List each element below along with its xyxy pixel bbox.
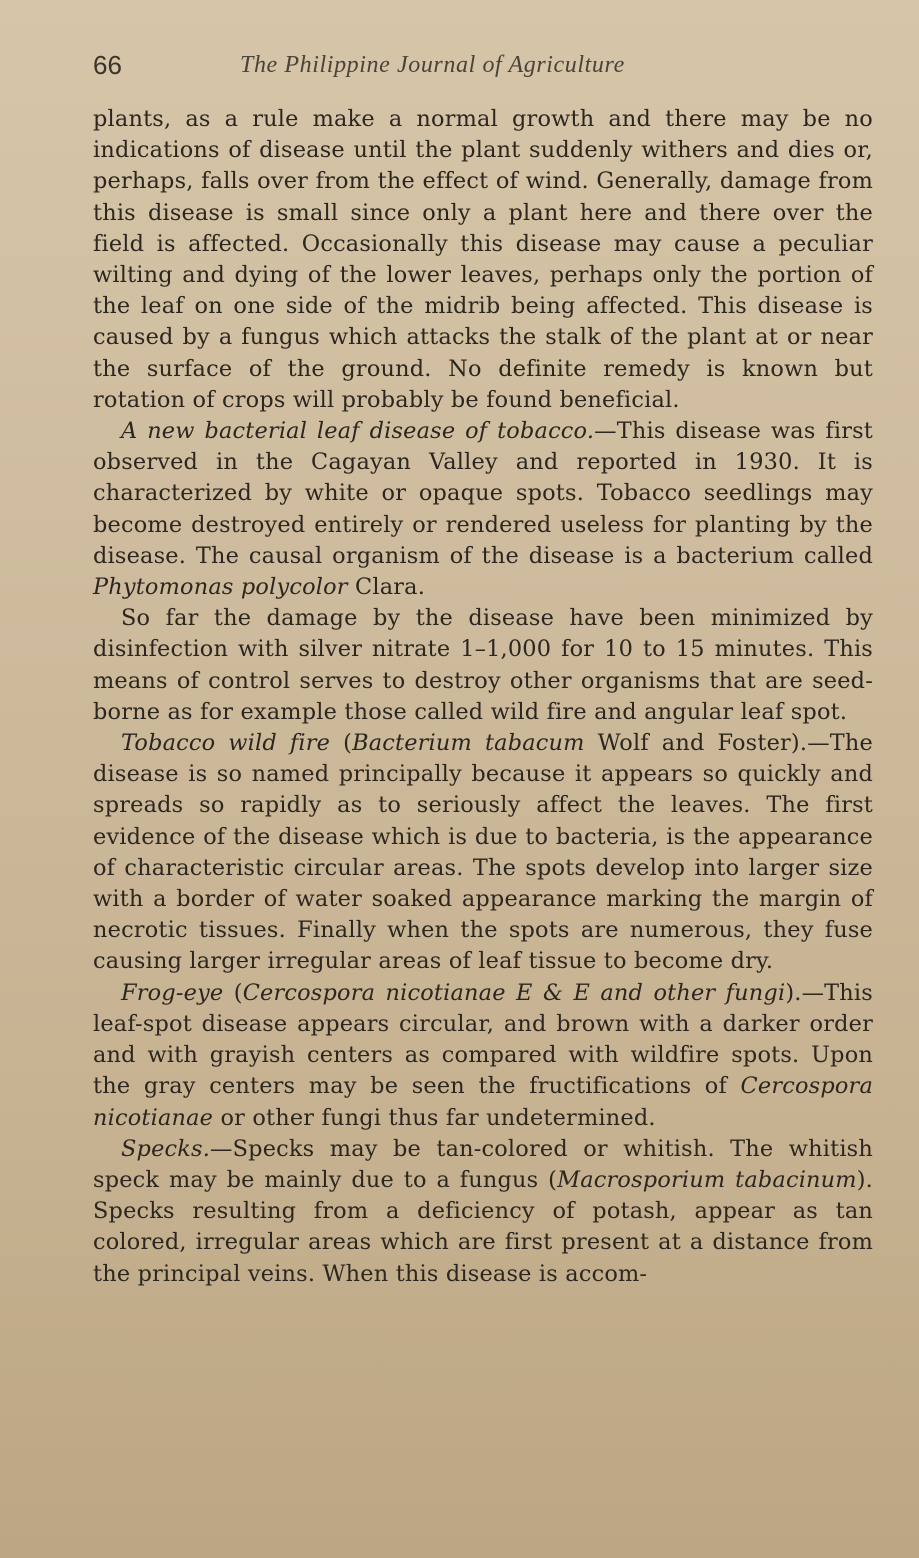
paragraph-text: —This leaf-spot disease appears circular, and brown with a darker order and with grayish centers as compared with wildfire spots. Upon the gray centers may be seen the fructifications of [93,979,873,1100]
body-text [93,104,873,1290]
scientific-name: Phytomonas polycolor [93,574,348,601]
paragraph-text: —The disease is so named principally because it appears so quickly and spreads so rapidly as to seriously affect the leaves. The first evidence of the disease which is due to bacteria, is the appearance of characteristic circular areas. The spots develop into larger size with a border of water soaked appearance marking the margin of necrotic tissues. Finally when the spots are numerous, they fuse causing larger irregular areas of leaf tissue to become dry. [93,730,873,975]
paren-close: ). [785,979,802,1006]
scientific-name: Cercospora nicotianae E & E and other fungi [242,979,786,1006]
scientific-name: Bacterium tabacum [352,730,585,757]
paragraph-frog-eye [93,978,873,1134]
scientific-name: Macrosporium tabacinum [557,1166,857,1193]
journal-page [93,50,873,1290]
paren-open: ( [330,730,353,757]
paren-open: ( [223,979,243,1006]
paragraph-text-after: Clara. [347,574,426,601]
authority: Wolf and Foster). [584,730,808,757]
page-number: 66 [93,50,122,80]
paragraph-disinfection [93,603,873,728]
section-heading: Specks. [121,1135,211,1162]
paragraph-text: —This disease was first observed in the Cagayan Valley and reported in 1930. It is characterized by white or opaque spots. Tobacco seedlings may become destroyed entirely or rendered useless for planting by the disease. The causal organism of the disease is a bacterium called [93,418,873,569]
paragraph-tobacco-wild-fire [93,728,873,978]
running-head-journal-title: The Philippine Journal of Agriculture [240,52,625,78]
scientific-name-2: Cercospora nicotianae [93,1073,873,1131]
paragraph-text-after: ). Specks resulting from a deficiency of potash, appear as tan colored, irregular areas which are first present at a distance from the principal veins. When this disease is accom- [93,1166,873,1287]
paragraph-specks [93,1134,873,1290]
page-header [93,50,873,90]
section-heading: Tobacco wild fire [121,730,331,757]
paragraph-text-after: or other fungi thus far undetermined. [213,1104,656,1131]
paragraph-text: So far the damage by the disease have been minimized by disinfection with silver nitrate 1–1,000 for 10 to 15 minutes. This means of control serves to destroy other organisms that are seed-borne as for example those called wild fire and angular leaf spot. [93,605,873,725]
paragraph-bacterial-leaf-disease [93,416,873,603]
paragraph-continued [93,104,873,416]
paragraph-text: —Specks may be tan-colored or whitish. The whitish speck may be mainly due to a fungus ( [93,1135,873,1193]
section-heading: Frog-eye [121,979,224,1006]
paragraph-text: plants, as a rule make a normal growth and there may be no indications of disease until the plant suddenly withers and dies or, perhaps, falls over from the effect of wind. Generally, damage from this disease is small since only a plant here and there over the field is affected. Occasionally this disease may cause a peculiar wilting and dying of the lower leaves, perhaps only the portion of the leaf on one side of the midrib being affected. This disease is caused by a fungus which attacks the stalk of the plant at or near the surface of the ground. No definite remedy is known but rotation of crops will probably be found beneficial. [93,106,873,413]
section-heading: A new bacterial leaf disease of tobacco. [121,418,595,445]
